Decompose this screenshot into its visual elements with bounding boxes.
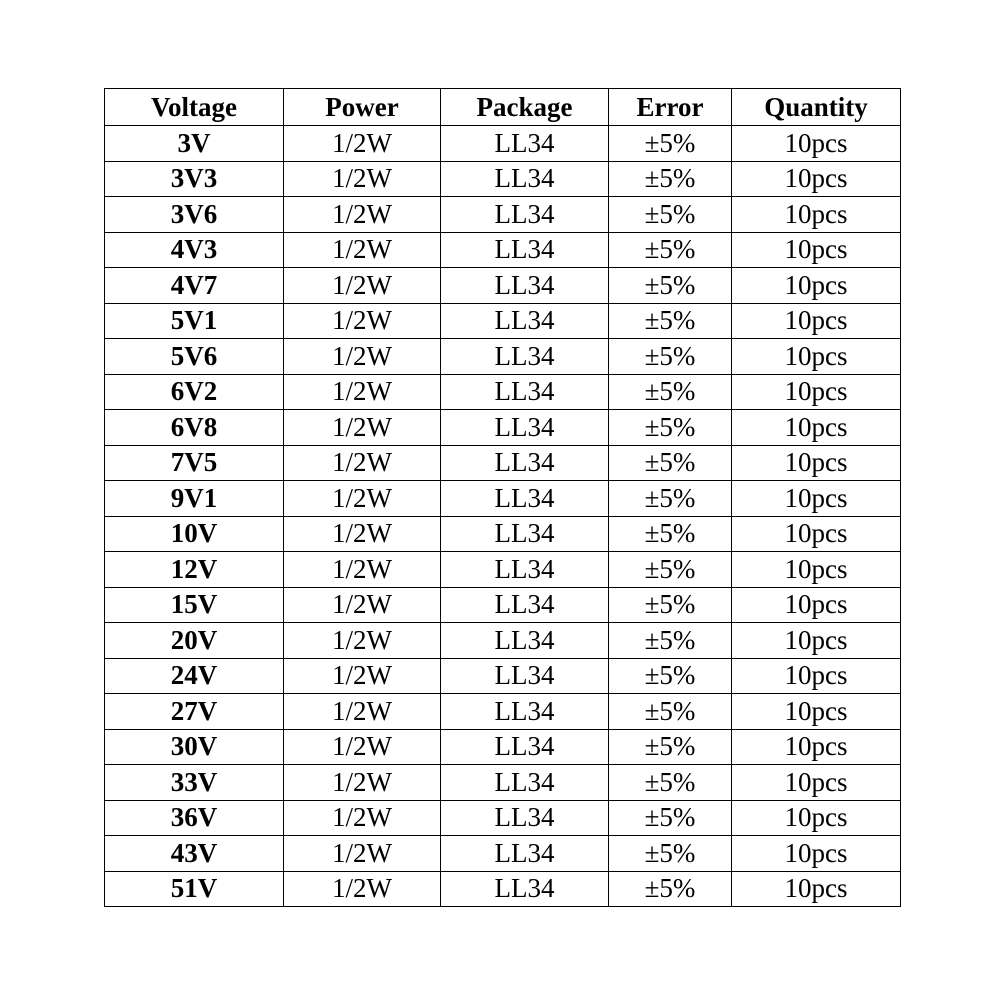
table-row [105, 871, 901, 907]
cell-power: 1/2W [284, 339, 441, 375]
cell-error: ±5% [609, 658, 732, 694]
header-voltage: Voltage [105, 89, 284, 126]
table-row [105, 694, 901, 730]
cell-quantity: 10pcs [732, 658, 901, 694]
table-row [105, 339, 901, 375]
table-row [105, 623, 901, 659]
table-row [105, 232, 901, 268]
cell-quantity: 10pcs [732, 232, 901, 268]
cell-error: ±5% [609, 836, 732, 872]
cell-error: ±5% [609, 339, 732, 375]
cell-package: LL34 [441, 445, 609, 481]
cell-power: 1/2W [284, 126, 441, 162]
table-row [105, 303, 901, 339]
cell-quantity: 10pcs [732, 587, 901, 623]
cell-package: LL34 [441, 765, 609, 801]
cell-package: LL34 [441, 871, 609, 907]
cell-power: 1/2W [284, 516, 441, 552]
table-row [105, 481, 901, 517]
zener-diode-spec-table [104, 88, 901, 907]
table-row [105, 445, 901, 481]
table-row [105, 836, 901, 872]
cell-voltage: 6V2 [105, 374, 284, 410]
cell-package: LL34 [441, 410, 609, 446]
table-row [105, 658, 901, 694]
cell-error: ±5% [609, 197, 732, 233]
table-row [105, 161, 901, 197]
cell-package: LL34 [441, 126, 609, 162]
cell-power: 1/2W [284, 800, 441, 836]
cell-error: ±5% [609, 587, 732, 623]
cell-quantity: 10pcs [732, 481, 901, 517]
cell-power: 1/2W [284, 729, 441, 765]
cell-quantity: 10pcs [732, 765, 901, 801]
cell-voltage: 33V [105, 765, 284, 801]
cell-quantity: 10pcs [732, 339, 901, 375]
cell-package: LL34 [441, 197, 609, 233]
cell-power: 1/2W [284, 552, 441, 588]
cell-quantity: 10pcs [732, 516, 901, 552]
cell-error: ±5% [609, 374, 732, 410]
cell-package: LL34 [441, 694, 609, 730]
cell-power: 1/2W [284, 623, 441, 659]
cell-voltage: 5V6 [105, 339, 284, 375]
cell-quantity: 10pcs [732, 729, 901, 765]
cell-error: ±5% [609, 694, 732, 730]
cell-package: LL34 [441, 303, 609, 339]
cell-voltage: 43V [105, 836, 284, 872]
cell-quantity: 10pcs [732, 410, 901, 446]
table-row [105, 410, 901, 446]
cell-quantity: 10pcs [732, 197, 901, 233]
cell-package: LL34 [441, 161, 609, 197]
cell-quantity: 10pcs [732, 126, 901, 162]
cell-power: 1/2W [284, 587, 441, 623]
cell-voltage: 5V1 [105, 303, 284, 339]
table-row [105, 800, 901, 836]
cell-package: LL34 [441, 658, 609, 694]
table-row [105, 268, 901, 304]
cell-voltage: 24V [105, 658, 284, 694]
cell-voltage: 30V [105, 729, 284, 765]
table-row [105, 765, 901, 801]
cell-power: 1/2W [284, 836, 441, 872]
cell-quantity: 10pcs [732, 303, 901, 339]
cell-package: LL34 [441, 587, 609, 623]
cell-quantity: 10pcs [732, 800, 901, 836]
cell-error: ±5% [609, 445, 732, 481]
cell-quantity: 10pcs [732, 694, 901, 730]
table-row [105, 516, 901, 552]
table-header [105, 89, 901, 126]
cell-error: ±5% [609, 623, 732, 659]
cell-quantity: 10pcs [732, 268, 901, 304]
cell-power: 1/2W [284, 374, 441, 410]
cell-error: ±5% [609, 303, 732, 339]
table-body [105, 126, 901, 907]
cell-package: LL34 [441, 481, 609, 517]
table-row [105, 587, 901, 623]
cell-power: 1/2W [284, 445, 441, 481]
cell-power: 1/2W [284, 765, 441, 801]
table-row [105, 729, 901, 765]
cell-package: LL34 [441, 729, 609, 765]
cell-power: 1/2W [284, 232, 441, 268]
cell-quantity: 10pcs [732, 374, 901, 410]
cell-error: ±5% [609, 161, 732, 197]
cell-power: 1/2W [284, 658, 441, 694]
cell-error: ±5% [609, 232, 732, 268]
cell-quantity: 10pcs [732, 552, 901, 588]
cell-voltage: 3V [105, 126, 284, 162]
cell-package: LL34 [441, 268, 609, 304]
cell-quantity: 10pcs [732, 445, 901, 481]
cell-power: 1/2W [284, 481, 441, 517]
cell-quantity: 10pcs [732, 836, 901, 872]
cell-package: LL34 [441, 836, 609, 872]
header-quantity: Quantity [732, 89, 901, 126]
cell-voltage: 15V [105, 587, 284, 623]
cell-voltage: 36V [105, 800, 284, 836]
cell-voltage: 6V8 [105, 410, 284, 446]
cell-quantity: 10pcs [732, 161, 901, 197]
cell-error: ±5% [609, 765, 732, 801]
cell-package: LL34 [441, 374, 609, 410]
cell-error: ±5% [609, 410, 732, 446]
cell-power: 1/2W [284, 871, 441, 907]
header-power: Power [284, 89, 441, 126]
cell-error: ±5% [609, 481, 732, 517]
cell-error: ±5% [609, 552, 732, 588]
cell-quantity: 10pcs [732, 623, 901, 659]
header-error: Error [609, 89, 732, 126]
header-row [105, 89, 901, 126]
cell-voltage: 20V [105, 623, 284, 659]
cell-package: LL34 [441, 623, 609, 659]
table-row [105, 126, 901, 162]
cell-power: 1/2W [284, 268, 441, 304]
cell-voltage: 9V1 [105, 481, 284, 517]
table-row [105, 374, 901, 410]
cell-package: LL34 [441, 232, 609, 268]
cell-voltage: 27V [105, 694, 284, 730]
cell-power: 1/2W [284, 161, 441, 197]
cell-power: 1/2W [284, 197, 441, 233]
cell-power: 1/2W [284, 303, 441, 339]
cell-quantity: 10pcs [732, 871, 901, 907]
cell-package: LL34 [441, 516, 609, 552]
header-package: Package [441, 89, 609, 126]
cell-voltage: 4V3 [105, 232, 284, 268]
cell-power: 1/2W [284, 410, 441, 446]
cell-voltage: 3V3 [105, 161, 284, 197]
table-row [105, 197, 901, 233]
cell-voltage: 10V [105, 516, 284, 552]
cell-voltage: 51V [105, 871, 284, 907]
cell-voltage: 7V5 [105, 445, 284, 481]
cell-package: LL34 [441, 339, 609, 375]
cell-power: 1/2W [284, 694, 441, 730]
cell-package: LL34 [441, 552, 609, 588]
cell-voltage: 3V6 [105, 197, 284, 233]
cell-error: ±5% [609, 126, 732, 162]
cell-error: ±5% [609, 871, 732, 907]
cell-voltage: 4V7 [105, 268, 284, 304]
table-row [105, 552, 901, 588]
cell-error: ±5% [609, 268, 732, 304]
cell-voltage: 12V [105, 552, 284, 588]
cell-package: LL34 [441, 800, 609, 836]
cell-error: ±5% [609, 516, 732, 552]
cell-error: ±5% [609, 800, 732, 836]
cell-error: ±5% [609, 729, 732, 765]
